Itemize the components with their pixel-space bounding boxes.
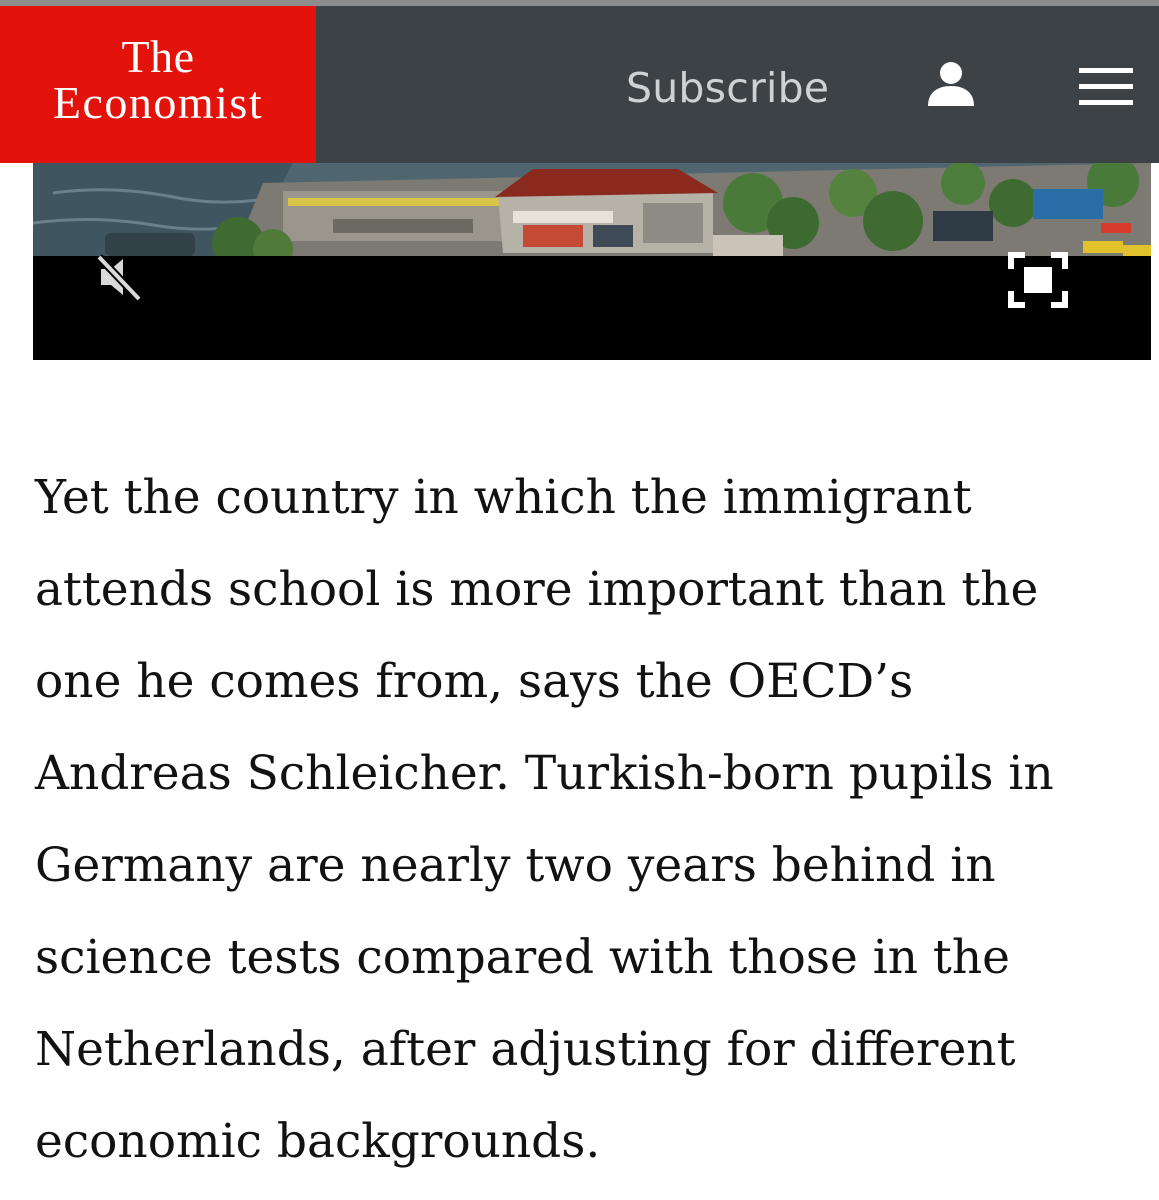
site-header	[0, 6, 1159, 163]
article-line: Andreas Schleicher. Turkish-born pupils in	[35, 746, 1054, 801]
article-line: Germany are nearly two years behind in	[35, 838, 996, 893]
subscribe-link[interactable]: Subscribe	[626, 64, 830, 112]
article-line: Netherlands, after adjusting for different	[35, 1022, 1016, 1077]
article-line: science tests compared with those in the	[35, 930, 1010, 985]
article-line: one he comes from, says the OECD’s	[35, 654, 914, 709]
article-paragraph	[35, 452, 1135, 1188]
user-icon[interactable]	[925, 60, 977, 108]
fullscreen-icon[interactable]	[1007, 251, 1069, 309]
economist-logo[interactable]	[0, 6, 316, 163]
logo-line-economist: Economist	[52, 77, 264, 128]
article-line: economic backgrounds.	[35, 1114, 601, 1169]
article-line: attends school is more important than the	[35, 562, 1039, 617]
muted-speaker-icon[interactable]	[93, 251, 145, 303]
logo-line-the: The	[121, 31, 195, 82]
video-player[interactable]	[33, 163, 1151, 360]
video-frame	[33, 163, 1151, 256]
hamburger-menu-icon[interactable]	[1079, 68, 1133, 106]
article-line: Yet the country in which the immigrant	[35, 470, 972, 525]
